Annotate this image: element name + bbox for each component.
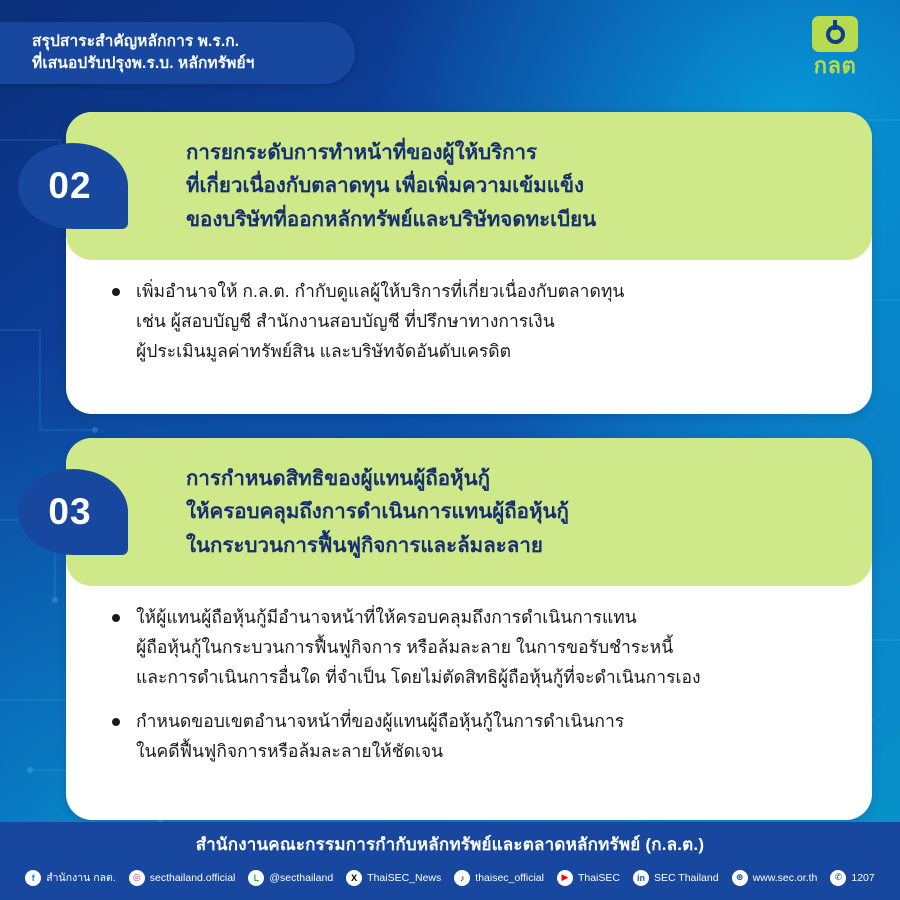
social-link-line[interactable] [248, 870, 333, 886]
card-title-line: การยกระดับการทำหน้าที่ของผู้ให้บริการ [186, 141, 538, 165]
card-bullet-list [66, 586, 872, 790]
social-label: 1207 [851, 871, 875, 884]
logo-mark-icon [812, 16, 858, 52]
sec-logo [798, 16, 872, 82]
social-link-x[interactable] [346, 870, 441, 886]
social-label: www.sec.or.th [752, 871, 818, 884]
linkedin-icon: in [633, 870, 649, 886]
bullet-text-line: เช่น ผู้สอบบัญชี สำนักงานสอบบัญชี ที่ปรึกษาทางการเงิน [136, 311, 555, 332]
card-title-line: ในกระบวนการฟื้นฟูกิจการและล้มละลาย [186, 533, 543, 557]
bullet-text-line: เพิ่มอำนาจให้ ก.ล.ต. กำกับดูแลผู้ให้บริการที่เกี่ยวเนื่องกับตลาดทุน [136, 281, 625, 301]
card-number-badge [18, 143, 128, 229]
footer [0, 822, 900, 900]
card-number: 02 [48, 165, 92, 206]
social-label: secthailand.official [149, 871, 236, 884]
card-title-line: การกำหนดสิทธิของผู้แทนผู้ถือหุ้นกู้ [186, 467, 490, 491]
social-links [0, 869, 900, 886]
content-card [48, 112, 872, 414]
social-label: @secthailand [269, 871, 334, 884]
logo-text: กลต [813, 53, 857, 78]
header-line-2: ที่เสนอปรับปรุงพ.ร.บ. หลักทรัพย์ฯ [32, 55, 255, 72]
footer-title: สำนักงานคณะกรรมการกำกับหลักทรัพย์และตลาดหลักทรัพย์ (ก.ล.ต.) [195, 835, 705, 854]
card-title-line: ของบริษัทที่ออกหลักทรัพย์และบริษัทจดทะเบียน [186, 207, 597, 231]
social-link-facebook[interactable] [25, 869, 116, 886]
list-item [112, 706, 832, 766]
tiktok-icon: ♪ [454, 870, 470, 886]
card-title-line: ที่เกี่ยวเนื่องกับตลาดทุน เพื่อเพิ่มความเข้มแข็ง [186, 174, 585, 198]
social-label: thaisec_official [475, 871, 544, 884]
social-label: ThaiSEC [577, 871, 620, 884]
bullet-text-line: ในคดีฟื้นฟูกิจการหรือล้มละลายให้ชัดเจน [136, 741, 444, 762]
x-twitter-icon: X [346, 870, 362, 886]
list-item [112, 602, 832, 692]
social-link-youtube[interactable] [557, 870, 620, 886]
social-link-tiktok[interactable] [454, 870, 544, 886]
list-item [112, 276, 832, 366]
social-link-linkedin[interactable] [633, 870, 719, 886]
bullet-text-line: ให้ผู้แทนผู้ถือหุ้นกู้มีอำนาจหน้าที่ให้ครอบคลุมถึงการดำเนินการแทน [136, 607, 637, 627]
card-bullet-list [66, 260, 872, 390]
phone-icon: ✆ [830, 870, 846, 886]
line-icon: L [248, 870, 264, 886]
youtube-icon: ▶ [557, 870, 573, 886]
bullet-text-line: กำหนดขอบเขตอำนาจหน้าที่ของผู้แทนผู้ถือหุ้นกู้ในการดำเนินการ [136, 711, 625, 732]
social-link-phone[interactable] [830, 870, 874, 886]
bullet-text-line: ผู้ประเมินมูลค่าทรัพย์สิน และบริษัทจัดอันดับเครดิต [136, 341, 512, 362]
bullet-text-line: และการดำเนินการอื่นใด ที่จำเป็น โดยไม่ตัดสิทธิผู้ถือหุ้นกู้ที่จะดำเนินการเอง [136, 667, 701, 688]
bullet-dot-icon [112, 614, 120, 622]
header-line-1: สรุปสาระสำคัญหลักการ พ.ร.ก. [32, 32, 240, 50]
content-card [48, 438, 872, 820]
social-link-instagram[interactable] [129, 870, 236, 886]
social-label: สำนักงาน กลต. [46, 872, 116, 884]
social-link-website[interactable] [732, 870, 818, 886]
card-title-line: ให้ครอบคลุมถึงการดำเนินการแทนผู้ถือหุ้นกู้ [186, 500, 569, 524]
website-icon: ⊕ [732, 870, 748, 886]
facebook-icon: f [25, 870, 41, 886]
social-label: ThaiSEC_News [367, 871, 442, 884]
card-header [48, 438, 872, 586]
social-label: SEC Thailand [653, 871, 719, 884]
card-header [48, 112, 872, 260]
header-banner [0, 22, 355, 84]
instagram-icon: ◎ [129, 870, 145, 886]
card-number: 03 [48, 491, 92, 532]
bullet-dot-icon [112, 718, 120, 726]
card-number-badge [18, 469, 128, 555]
bullet-text-line: ผู้ถือหุ้นกู้ในกระบวนการฟื้นฟูกิจการ หรือล้มละลาย ในการขอรับชำระหนี้ [136, 637, 674, 658]
bullet-dot-icon [112, 288, 120, 296]
